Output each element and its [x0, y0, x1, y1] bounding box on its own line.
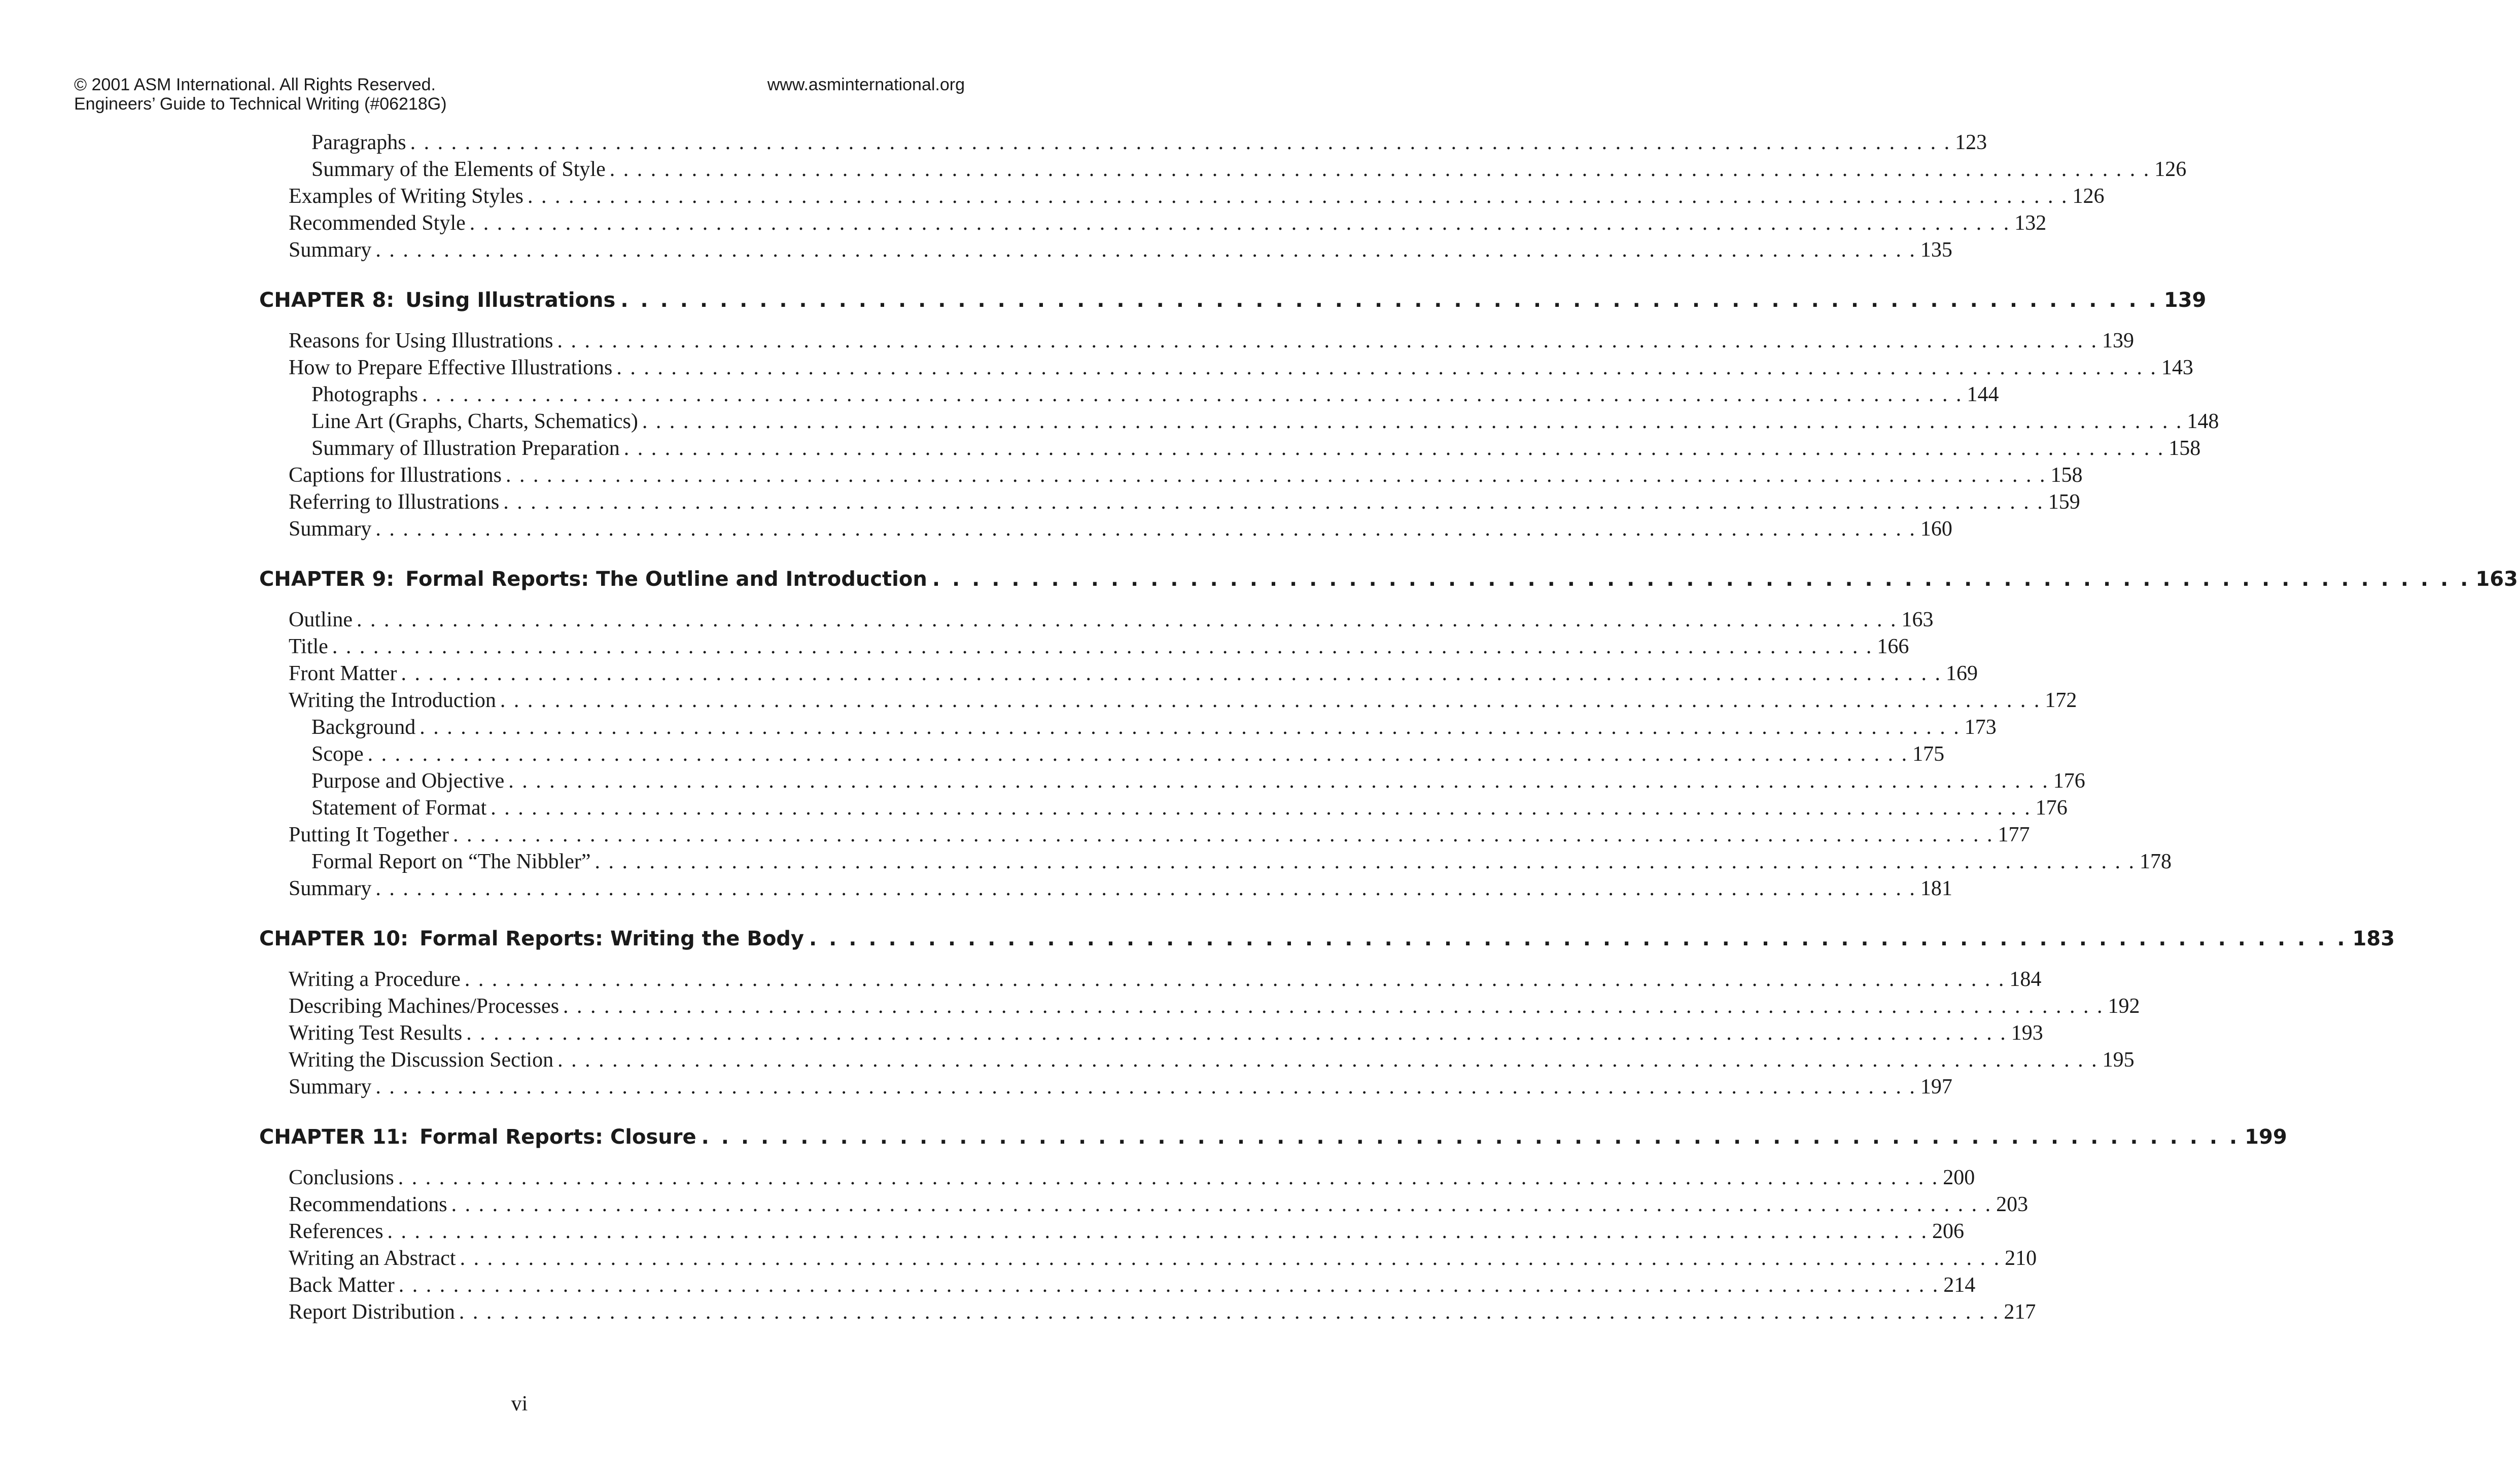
toc-entry-page: 217	[2004, 1300, 2036, 1324]
toc-entry-title: Recommendations	[289, 1193, 447, 1216]
toc-entry-title: Scope	[311, 743, 364, 766]
dot-leader	[486, 795, 2036, 822]
dot-leader	[371, 875, 1920, 902]
toc-entry-page: 158	[2169, 437, 2201, 460]
toc-entry-page: 166	[1877, 635, 1909, 658]
chapter-title: Formal Reports: Closure	[419, 1125, 696, 1149]
dot-leader	[371, 516, 1920, 543]
toc-entry[interactable]	[259, 435, 2201, 462]
toc-entry-page: 132	[2014, 211, 2047, 235]
toc-entry-page: 160	[1920, 517, 1952, 541]
toc-entry[interactable]	[259, 156, 2187, 183]
dot-leader	[466, 210, 2015, 237]
toc-entry[interactable]	[259, 741, 1945, 768]
toc-entry[interactable]	[259, 237, 1952, 264]
dot-leader	[499, 489, 2048, 516]
copyright-notice: © 2001 ASM International. All Rights Reserved.	[74, 75, 436, 94]
toc-entry-title: Examples of Writing Styles	[289, 185, 523, 208]
toc-entry-title: Photographs	[311, 383, 418, 406]
dot-leader	[502, 462, 2051, 489]
toc-entry[interactable]	[259, 1074, 1952, 1101]
toc-entry-page: 210	[2005, 1247, 2037, 1270]
toc-entry-title: Statement of Format	[311, 796, 487, 820]
toc-entry[interactable]	[259, 633, 1909, 660]
dot-leader	[415, 714, 1965, 741]
toc-entry-page: 148	[2187, 410, 2219, 433]
toc-entry-page: 158	[2050, 464, 2083, 487]
toc-entry-page: 144	[1967, 383, 1999, 406]
toc-entry-title: Formal Report on “The Nibbler”	[311, 850, 591, 873]
dot-leader	[418, 381, 1967, 408]
chapter-label: CHAPTER 9:	[259, 568, 395, 591]
toc-entry-page: 176	[2053, 769, 2085, 793]
toc-entry[interactable]	[259, 1164, 1975, 1191]
dot-leader	[455, 1299, 2004, 1326]
toc-entry[interactable]	[259, 328, 2134, 355]
toc-entry-title: Report Distribution	[289, 1300, 455, 1324]
dot-leader	[620, 435, 2169, 462]
toc-entry[interactable]	[259, 516, 1952, 543]
toc-entry-page: 184	[2009, 968, 2042, 991]
chapter-title-group	[259, 1122, 696, 1152]
dot-leader	[456, 1245, 2005, 1272]
toc-entry-title: Summary	[289, 1075, 372, 1099]
toc-entry-page: 126	[2154, 158, 2187, 181]
dot-leader	[553, 328, 2102, 355]
toc-entry-page: 200	[1943, 1166, 1975, 1189]
chapter-label: CHAPTER 8:	[259, 289, 395, 312]
toc-entry-title: Putting It Together	[289, 823, 449, 846]
toc-entry-page: 169	[1945, 662, 1978, 685]
chapter-heading[interactable]	[259, 924, 2395, 954]
toc-entry-title: How to Prepare Effective Illustrations	[289, 356, 613, 379]
toc-entry-page: 173	[1964, 716, 1997, 739]
dot-leader	[804, 924, 2353, 954]
toc-entry-page: 159	[2048, 490, 2080, 514]
toc-entry-title: Recommended Style	[289, 211, 466, 235]
dot-leader	[496, 687, 2045, 714]
toc-entry[interactable]	[259, 993, 2140, 1020]
toc-entry[interactable]	[259, 1299, 2036, 1326]
toc-entry[interactable]	[259, 355, 2193, 381]
toc-entry-title: Describing Machines/Processes	[289, 995, 559, 1018]
toc-entry[interactable]	[259, 183, 2105, 210]
toc-entry-page: 139	[2102, 329, 2134, 352]
toc-entry-page: 197	[1920, 1075, 1952, 1099]
toc-entry-title: Writing the Discussion Section	[289, 1048, 554, 1072]
dot-leader	[353, 607, 1902, 633]
toc-entry-title: Summary of Illustration Preparation	[311, 437, 620, 460]
toc-entry-title: Paragraphs	[311, 131, 406, 154]
toc-entry[interactable]	[259, 687, 2077, 714]
toc-entry-title: Front Matter	[289, 662, 397, 685]
toc-entry[interactable]	[259, 795, 2068, 822]
toc-entry-title: Back Matter	[289, 1274, 395, 1297]
dot-leader	[504, 768, 2053, 795]
dot-leader	[371, 1074, 1920, 1101]
toc-entry-title: Summary	[289, 517, 372, 541]
chapter-label: CHAPTER 10:	[259, 927, 409, 950]
toc-entry[interactable]	[259, 408, 2219, 435]
chapter-heading[interactable]	[259, 564, 2518, 594]
dot-leader	[523, 183, 2073, 210]
toc-entry-title: Writing a Procedure	[289, 968, 461, 991]
dot-leader	[559, 993, 2108, 1020]
toc-entry[interactable]	[259, 381, 1999, 408]
book-title: Engineers’ Guide to Technical Writing (#06218G)	[74, 94, 447, 114]
toc-entry-title: Writing Test Results	[289, 1021, 463, 1045]
toc-entry[interactable]	[259, 875, 1952, 902]
dot-leader	[612, 355, 2161, 381]
toc-entry-title: Summary of the Elements of Style	[311, 158, 606, 181]
dot-leader	[447, 1191, 1997, 1218]
toc-entry[interactable]	[259, 210, 2047, 237]
chapter-title: Formal Reports: Writing the Body	[419, 927, 804, 950]
toc-entry[interactable]	[259, 462, 2083, 489]
chapter-label: CHAPTER 11:	[259, 1125, 409, 1149]
chapter-title: Using Illustrations	[405, 289, 616, 312]
toc-entry-page: 176	[2035, 796, 2068, 820]
toc-entry[interactable]	[259, 660, 1978, 687]
toc-entry-page: 203	[1996, 1193, 2029, 1216]
toc-entry-title: Writing an Abstract	[289, 1247, 456, 1270]
dot-leader	[383, 1218, 1933, 1245]
toc-entry[interactable]	[259, 768, 2085, 795]
toc-entry[interactable]	[259, 822, 2030, 849]
toc-entry-title: Outline	[289, 608, 353, 631]
toc-entry-page: 206	[1932, 1220, 1965, 1243]
toc-entry-title: References	[289, 1220, 383, 1243]
toc-entry[interactable]	[259, 849, 2172, 875]
chapter-heading[interactable]	[259, 285, 2207, 315]
dot-leader	[449, 822, 1998, 849]
dot-leader	[395, 1272, 1944, 1299]
toc-entry-title: Line Art (Graphs, Charts, Schematics)	[311, 410, 638, 433]
toc-entry[interactable]	[259, 1218, 1965, 1245]
dot-leader	[696, 1122, 2245, 1152]
dot-leader	[638, 408, 2187, 435]
toc-entry[interactable]	[259, 1047, 2135, 1074]
chapter-page: 139	[2163, 289, 2207, 312]
toc-entry[interactable]	[259, 1245, 2037, 1272]
dot-leader	[397, 660, 1946, 687]
table-of-contents	[259, 129, 2518, 1326]
toc-entry-page: 143	[2161, 356, 2193, 379]
toc-entry[interactable]	[259, 489, 2080, 516]
dot-leader	[615, 285, 2164, 315]
toc-entry-title: Conclusions	[289, 1166, 394, 1189]
dot-leader	[371, 237, 1920, 264]
toc-entry[interactable]	[259, 966, 2042, 993]
toc-entry-page: 123	[1955, 131, 1987, 154]
chapter-page: 183	[2352, 927, 2395, 950]
chapter-title: Formal Reports: The Outline and Introduction	[405, 568, 927, 591]
toc-entry[interactable]	[259, 129, 1987, 156]
dot-leader	[591, 849, 2140, 875]
toc-entry-title: Captions for Illustrations	[289, 464, 502, 487]
toc-entry-title: Referring to Illustrations	[289, 490, 500, 514]
dot-leader	[328, 633, 1877, 660]
dot-leader	[927, 564, 2476, 594]
toc-entry[interactable]	[259, 1191, 2029, 1218]
dot-leader	[394, 1164, 1943, 1191]
dot-leader	[461, 966, 2010, 993]
toc-entry-page: 163	[1901, 608, 1934, 631]
chapter-page: 163	[2475, 568, 2518, 591]
toc-entry-title: Background	[311, 716, 416, 739]
chapter-page: 199	[2245, 1125, 2287, 1149]
website-link[interactable]: www.asminternational.org	[767, 75, 965, 94]
toc-entry-title: Title	[289, 635, 328, 658]
dot-leader	[553, 1047, 2103, 1074]
chapter-title-group	[259, 924, 804, 954]
toc-entry-page: 181	[1920, 877, 1952, 900]
toc-entry-title: Summary	[289, 238, 372, 262]
toc-entry[interactable]	[259, 1272, 1976, 1299]
dot-leader	[364, 741, 1913, 768]
toc-entry-page: 135	[1920, 238, 1952, 262]
toc-entry-page: 175	[1912, 743, 1945, 766]
dot-leader	[606, 156, 2155, 183]
toc-entry-page: 177	[1998, 823, 2030, 846]
chapter-title-group	[259, 564, 927, 594]
toc-entry-page: 193	[2011, 1021, 2043, 1045]
toc-entry[interactable]	[259, 714, 1997, 741]
toc-entry-page: 192	[2108, 995, 2140, 1018]
chapter-heading[interactable]	[259, 1122, 2287, 1152]
toc-entry-page: 178	[2140, 850, 2172, 873]
toc-entry[interactable]	[259, 607, 1934, 633]
dot-leader	[406, 129, 1955, 156]
chapter-title-group	[259, 285, 615, 315]
toc-entry-page: 126	[2072, 185, 2105, 208]
toc-entry-title: Reasons for Using Illustrations	[289, 329, 553, 352]
toc-entry-page: 195	[2102, 1048, 2135, 1072]
page-header	[74, 75, 965, 114]
toc-entry-title: Summary	[289, 877, 372, 900]
toc-entry-title: Purpose and Objective	[311, 769, 505, 793]
page-number: vi	[511, 1392, 528, 1416]
toc-entry-page: 172	[2045, 689, 2077, 712]
dot-leader	[462, 1020, 2011, 1047]
toc-entry[interactable]	[259, 1020, 2043, 1047]
toc-entry-title: Writing the Introduction	[289, 689, 496, 712]
toc-entry-page: 214	[1943, 1274, 1976, 1297]
